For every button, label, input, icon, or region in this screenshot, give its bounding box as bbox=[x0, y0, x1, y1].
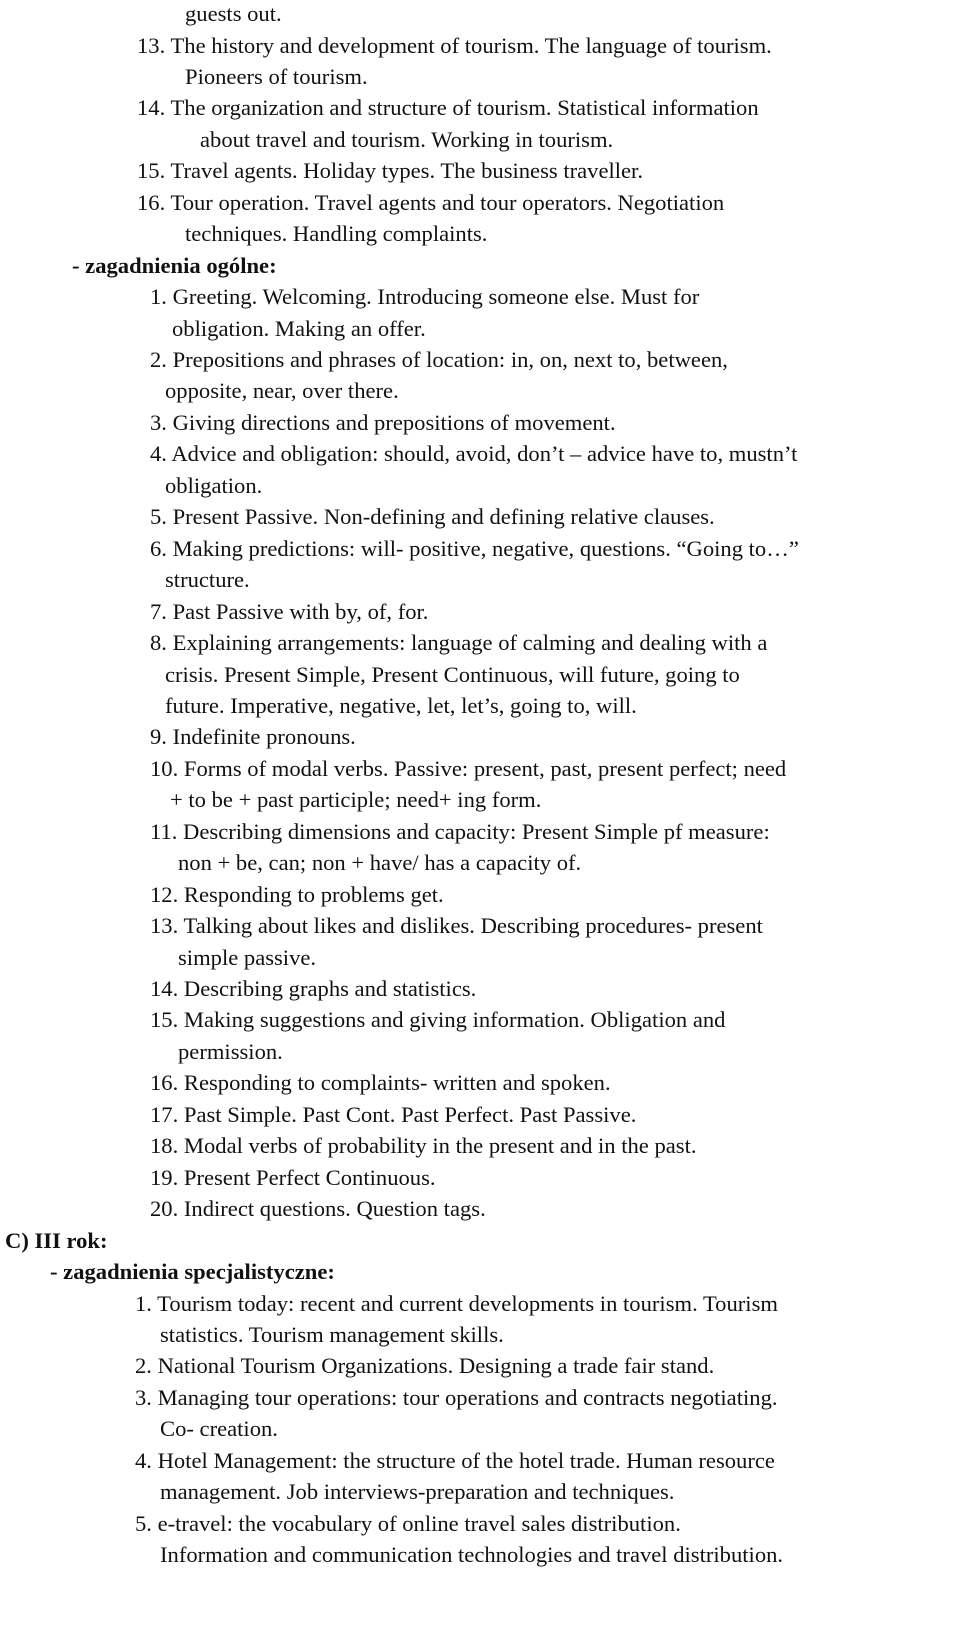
list-item-text: 7. Past Passive with by, of, for. bbox=[150, 599, 429, 624]
list-item-text: 13. The history and development of tourism. The language of tourism. bbox=[137, 33, 772, 58]
list-item-text: 19. Present Perfect Continuous. bbox=[150, 1165, 436, 1190]
list-item-continuation: management. Job interviews-preparation and techniques. bbox=[160, 1479, 675, 1504]
list-item-continuation: obligation. bbox=[165, 473, 263, 498]
list-item-text: 5. Present Passive. Non-defining and defining relative clauses. bbox=[150, 504, 715, 529]
list-item-text: 11. Describing dimensions and capacity: Present Simple pf measure: bbox=[150, 819, 770, 844]
list-item-text: 9. Indefinite pronouns. bbox=[150, 724, 356, 749]
list-item-text: 2. Prepositions and phrases of location: in, on, next to, between, bbox=[150, 347, 728, 372]
list-item-text: 16. Tour operation. Travel agents and tour operators. Negotiation bbox=[137, 190, 725, 215]
list-item-text: 14. Describing graphs and statistics. bbox=[150, 976, 477, 1001]
list-item-text: 20. Indirect questions. Question tags. bbox=[150, 1196, 486, 1221]
list-item-text: 5. e-travel: the vocabulary of online travel sales distribution. bbox=[135, 1511, 681, 1536]
list-item-text: 6. Making predictions: will- positive, negative, questions. “Going to…” bbox=[150, 536, 799, 561]
list-item-text: 10. Forms of modal verbs. Passive: present, past, present perfect; need bbox=[150, 756, 787, 781]
list-item-text: 8. Explaining arrangements: language of calming and dealing with a bbox=[150, 630, 768, 655]
list-item-text: 1. Tourism today: recent and current developments in tourism. Tourism bbox=[135, 1291, 778, 1316]
list-item-continuation: opposite, near, over there. bbox=[165, 378, 399, 403]
list-item-text: 18. Modal verbs of probability in the present and in the past. bbox=[150, 1133, 697, 1158]
list-item-text: 14. The organization and structure of tourism. Statistical information bbox=[137, 95, 759, 120]
list-item-text: 2. National Tourism Organizations. Designing a trade fair stand. bbox=[135, 1353, 715, 1378]
list-item-text: 3. Managing tour operations: tour operations and contracts negotiating. bbox=[135, 1385, 778, 1410]
section-subheading: - zagadnienia specjalistyczne: bbox=[50, 1259, 335, 1284]
list-item-continuation: non + be, can; non + have/ has a capacity of. bbox=[178, 850, 582, 875]
section-subheading: - zagadnienia ogólne: bbox=[72, 253, 277, 278]
list-item-text: 4. Advice and obligation: should, avoid, don’t – advice have to, mustn’t bbox=[150, 441, 798, 466]
list-item-continuation: structure. bbox=[165, 567, 250, 592]
list-item-continuation: Information and communication technologies and travel distribution. bbox=[160, 1542, 784, 1567]
list-item-text: 17. Past Simple. Past Cont. Past Perfect. Past Passive. bbox=[150, 1102, 637, 1127]
list-item-continuation: permission. bbox=[178, 1039, 283, 1064]
list-item-text: 15. Making suggestions and giving information. Obligation and bbox=[150, 1007, 726, 1032]
list-item-text: 15. Travel agents. Holiday types. The business traveller. bbox=[137, 158, 643, 183]
list-item-continuation: techniques. Handling complaints. bbox=[185, 221, 488, 246]
list-item-continuation: crisis. Present Simple, Present Continuous, will future, going to bbox=[165, 662, 740, 687]
list-item-continuation: Co- creation. bbox=[160, 1416, 278, 1441]
list-item-text: 16. Responding to complaints- written and spoken. bbox=[150, 1070, 611, 1095]
list-item-text: 1. Greeting. Welcoming. Introducing someone else. Must for bbox=[150, 284, 700, 309]
list-item-continuation: simple passive. bbox=[178, 945, 317, 970]
list-item-continuation: obligation. Making an offer. bbox=[172, 316, 426, 341]
list-item-text: 4. Hotel Management: the structure of the hotel trade. Human resource bbox=[135, 1448, 775, 1473]
list-item-continuation: about travel and tourism. Working in tourism. bbox=[200, 127, 614, 152]
section-heading: C) III rok: bbox=[5, 1228, 108, 1253]
text-line: guests out. bbox=[185, 1, 282, 26]
list-item-continuation: Pioneers of tourism. bbox=[185, 64, 368, 89]
list-item-text: 13. Talking about likes and dislikes. Describing procedures- present bbox=[150, 913, 763, 938]
list-item-continuation: + to be + past participle; need+ ing form. bbox=[170, 787, 542, 812]
list-item-continuation: future. Imperative, negative, let, let’s, going to, will. bbox=[165, 693, 637, 718]
list-item-text: 12. Responding to problems get. bbox=[150, 882, 444, 907]
list-item-text: 3. Giving directions and prepositions of movement. bbox=[150, 410, 616, 435]
list-item-continuation: statistics. Tourism management skills. bbox=[160, 1322, 504, 1347]
